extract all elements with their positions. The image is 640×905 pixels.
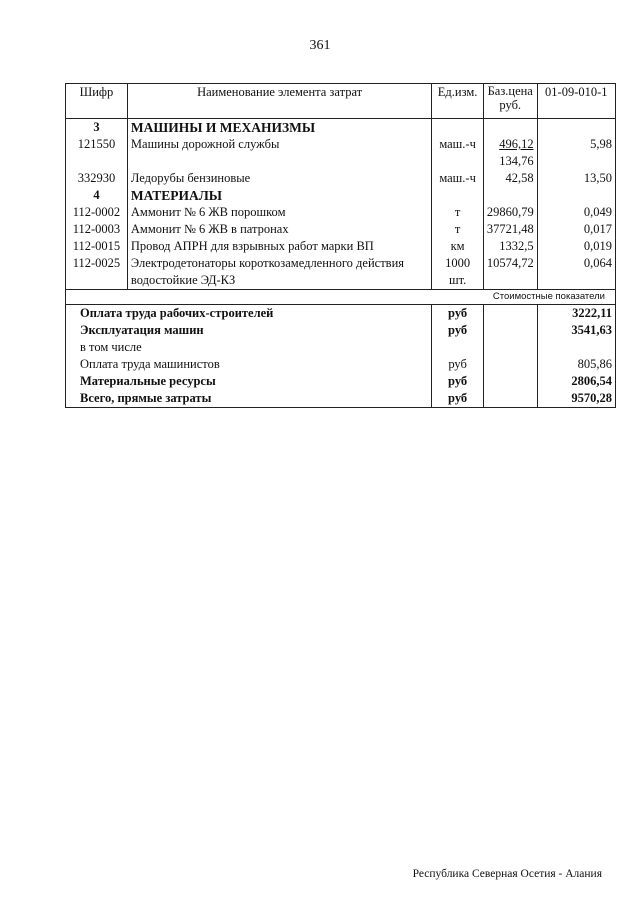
row-price: 10574,72: [483, 255, 537, 290]
table-row: [66, 255, 616, 290]
total-row: [66, 322, 616, 339]
total-row: [66, 305, 616, 323]
row-code: 332930: [66, 170, 128, 187]
table-header: [66, 84, 616, 119]
row-name: [127, 255, 431, 290]
section-row: [66, 119, 616, 137]
row-unit: маш.-ч: [432, 170, 484, 187]
cost-band-label: Стоимостные показатели: [66, 290, 616, 305]
header-name: Наименование элемента затрат: [127, 84, 431, 119]
row-value: 0,049: [537, 204, 615, 221]
row-code: 112-0002: [66, 204, 128, 221]
header-unit: Ед.изм.: [432, 84, 484, 119]
total-value: 2806,54: [537, 373, 615, 390]
row-value: 5,98: [537, 136, 615, 170]
row-unit: т: [432, 204, 484, 221]
section-code: 4: [66, 187, 128, 204]
row-unit: [432, 255, 484, 290]
row-code: 112-0025: [66, 255, 128, 290]
table-row: [66, 170, 616, 187]
cost-band: [66, 290, 616, 305]
total-row: [66, 356, 616, 373]
total-unit: руб: [432, 305, 484, 323]
row-price: 42,58: [483, 170, 537, 187]
total-label: Эксплуатация машин: [66, 322, 432, 339]
row-name-line2: водостойкие ЭД-КЗ: [130, 273, 236, 287]
header-price-line1: Баз.цена: [487, 84, 533, 98]
row-unit-line1: 1000: [445, 256, 471, 270]
row-name: Аммонит № 6 ЖВ порошком: [127, 204, 431, 221]
row-name-line1: Электродетонаторы короткозамедленного действия: [130, 256, 405, 270]
header-norm: 01-09-010-1: [537, 84, 615, 119]
total-label: в том числе: [66, 339, 432, 356]
row-name: Аммонит № 6 ЖВ в патронах: [127, 221, 431, 238]
total-unit: [432, 339, 484, 356]
row-unit-line2: шт.: [448, 273, 467, 287]
header-price: [483, 84, 537, 119]
section-code: 3: [66, 119, 128, 137]
row-unit: км: [432, 238, 484, 255]
table-row: [66, 136, 616, 170]
table-row: [66, 238, 616, 255]
row-unit: т: [432, 221, 484, 238]
total-value: 3541,63: [537, 322, 615, 339]
table-row: [66, 221, 616, 238]
cost-table: [65, 83, 616, 408]
items-body: [66, 119, 616, 290]
total-row: [66, 339, 616, 356]
header-price-line2: руб.: [499, 98, 522, 112]
total-label: Оплата труда рабочих-строителей: [66, 305, 432, 323]
row-code: 121550: [66, 136, 128, 170]
row-unit: маш.-ч: [432, 136, 484, 170]
row-code: 112-0015: [66, 238, 128, 255]
row-price-secondary: 134,76: [499, 154, 534, 168]
row-value: 0,017: [537, 221, 615, 238]
row-code: 112-0003: [66, 221, 128, 238]
total-unit: руб: [432, 356, 484, 373]
total-unit: руб: [432, 390, 484, 408]
table-row: [66, 204, 616, 221]
row-name: Ледорубы бензиновые: [127, 170, 431, 187]
total-unit: руб: [432, 322, 484, 339]
row-value: 0,019: [537, 238, 615, 255]
total-value: 9570,28: [537, 390, 615, 408]
footer-region: Республика Северная Осетия - Алания: [412, 868, 602, 880]
row-value: 13,50: [537, 170, 615, 187]
total-label: Всего, прямые затраты: [66, 390, 432, 408]
row-name: Машины дорожной службы: [127, 136, 431, 170]
total-label: Материальные ресурсы: [66, 373, 432, 390]
total-unit: руб: [432, 373, 484, 390]
row-price-value: 496,12: [499, 137, 534, 151]
totals-body: [66, 305, 616, 408]
total-value: [537, 339, 615, 356]
row-price: 29860,79: [483, 204, 537, 221]
row-price: [483, 136, 537, 170]
total-row: [66, 373, 616, 390]
section-row: [66, 187, 616, 204]
total-value: 805,86: [537, 356, 615, 373]
row-value: 0,064: [537, 255, 615, 290]
header-code: Шифр: [66, 84, 128, 119]
total-value: 3222,11: [537, 305, 615, 323]
row-name: Провод АПРН для взрывных работ марки ВП: [127, 238, 431, 255]
row-price: 1332,5: [483, 238, 537, 255]
total-label: Оплата труда машинистов: [66, 356, 432, 373]
section-title: МАШИНЫ И МЕХАНИЗМЫ: [127, 119, 431, 137]
total-row: [66, 390, 616, 408]
page-number: 361: [309, 38, 331, 53]
section-title: МАТЕРИАЛЫ: [127, 187, 431, 204]
row-price: 37721,48: [483, 221, 537, 238]
